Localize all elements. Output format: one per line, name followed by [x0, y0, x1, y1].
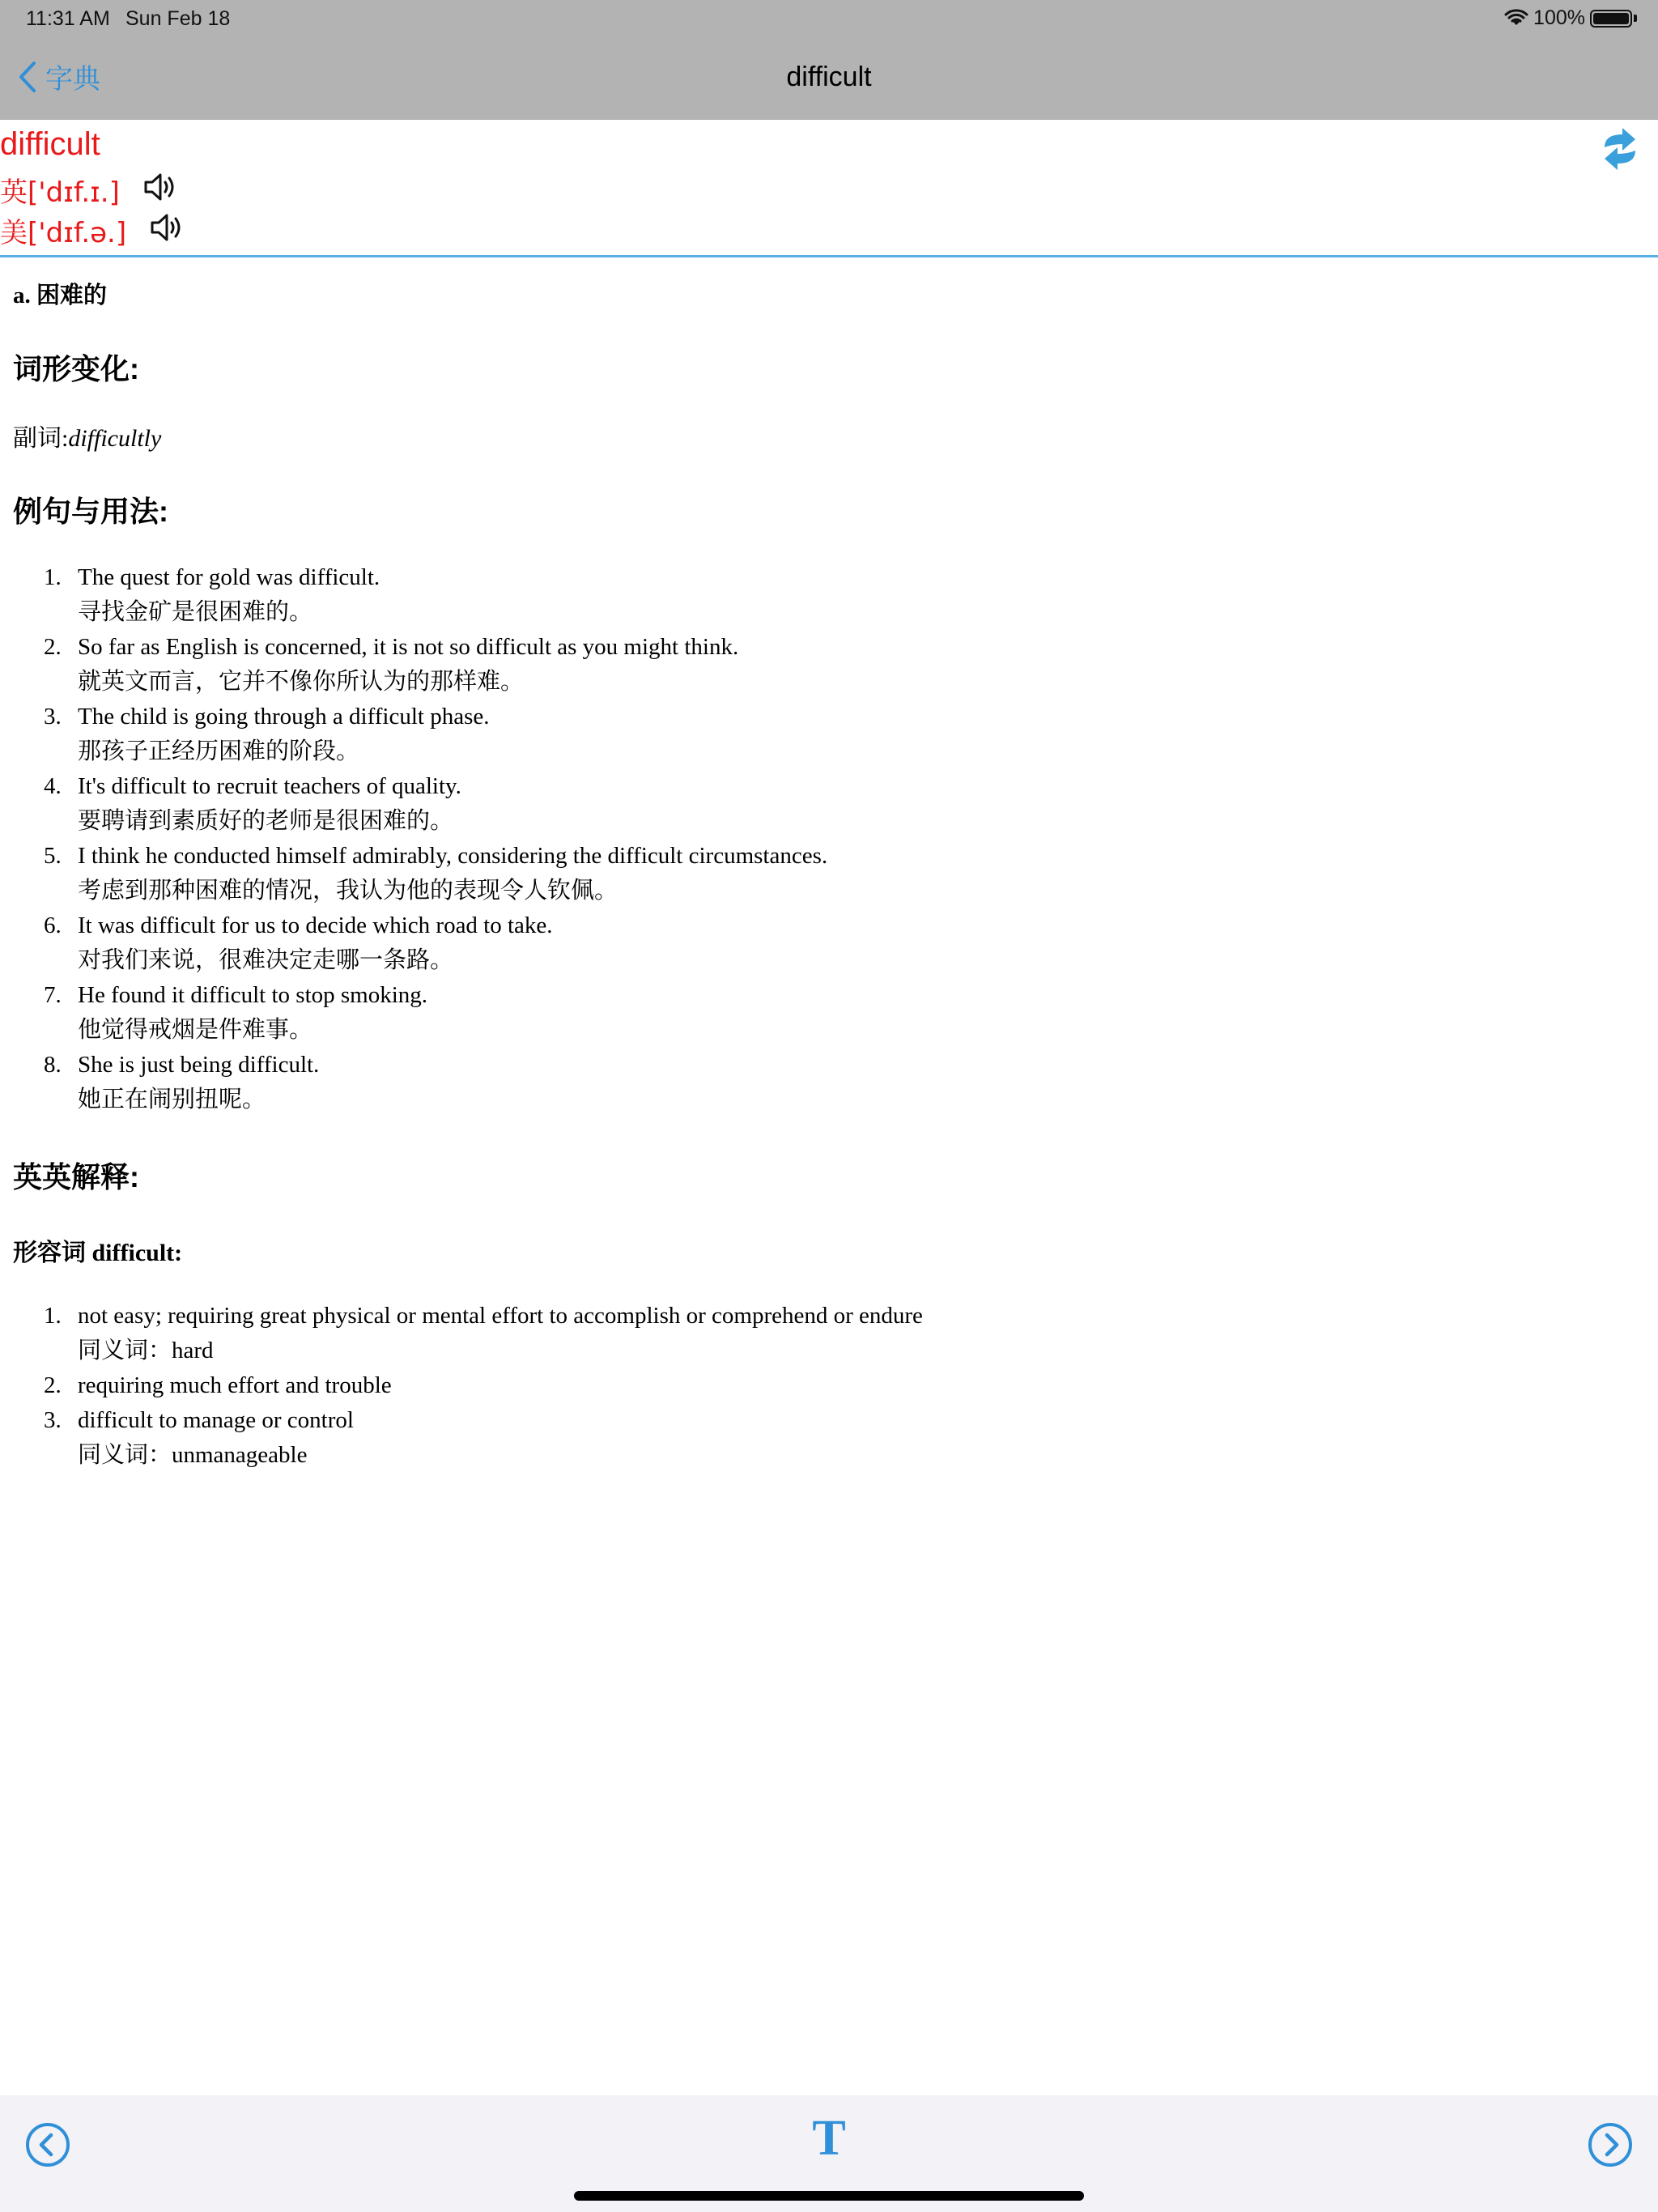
example-en: So far as English is concerned, it is not so difficult as you might think.	[78, 634, 739, 660]
list-item	[36, 908, 827, 978]
example-zh: 要聘请到素质好的老师是很困难的。	[78, 808, 454, 834]
definition-text: not easy; requiring great physical or mental effort to accomplish or comprehend or endure	[78, 1303, 923, 1329]
pos-definition: a. 困难的	[13, 283, 108, 308]
status-date: Sun Feb 18	[125, 7, 231, 30]
example-en: It's difficult to recruit teachers of quality.	[78, 773, 461, 799]
word-header	[0, 120, 1658, 257]
list-item	[36, 560, 827, 630]
circle-chevron-left-icon[interactable]	[24, 2121, 71, 2168]
list-item	[36, 630, 827, 700]
item-number: 3.	[44, 704, 62, 730]
item-number: 2.	[44, 1372, 62, 1398]
item-number: 4.	[44, 773, 62, 799]
english-sub-heading: 形容词 difficult:	[13, 1240, 183, 1266]
home-indicator	[574, 2191, 1084, 2201]
example-zh: 对我们来说，很难决定走哪一条路。	[78, 947, 454, 973]
item-number: 2.	[44, 634, 62, 660]
refresh-icon[interactable]	[1601, 125, 1639, 173]
example-en: The quest for gold was difficult.	[78, 564, 380, 590]
battery-percent: 100%	[1533, 6, 1585, 29]
derivative-word: difficultly	[68, 425, 162, 452]
list-item	[36, 700, 827, 769]
list-item	[36, 839, 827, 908]
item-number: 6.	[44, 912, 62, 938]
speaker-icon[interactable]	[147, 209, 185, 246]
list-item	[36, 769, 827, 839]
item-number: 7.	[44, 982, 62, 1008]
list-item	[36, 978, 827, 1048]
example-zh: 寻找金矿是很困难的。	[78, 599, 313, 625]
inflection-heading: 词形变化:	[13, 352, 139, 385]
synonym: 同义词：hard	[78, 1338, 214, 1363]
battery-cap	[1634, 15, 1637, 22]
example-en: It was difficult for us to decide which road to take.	[78, 912, 553, 938]
definitions-list	[36, 1299, 923, 1473]
example-zh: 考虑到那种困难的情况，我认为他的表现令人钦佩。	[78, 878, 619, 904]
definition-text: difficult to manage or control	[78, 1407, 354, 1433]
status-bar	[0, 0, 1658, 37]
example-en: I think he conducted himself admirably, considering the difficult circumstances.	[78, 843, 828, 869]
navigation-bar	[0, 37, 1658, 120]
status-right	[1504, 6, 1637, 30]
definition-text: requiring much effort and trouble	[78, 1372, 392, 1398]
list-item	[36, 1368, 923, 1403]
example-en: She is just being difficult.	[78, 1052, 320, 1078]
derivative-label: 副词:	[13, 425, 69, 452]
item-number: 1.	[44, 1303, 62, 1329]
list-item	[36, 1403, 923, 1473]
item-number: 5.	[44, 843, 62, 869]
headword: difficult	[0, 126, 100, 162]
wifi-icon	[1504, 9, 1528, 28]
example-en: He found it difficult to stop smoking.	[78, 982, 428, 1008]
example-zh: 他觉得戒烟是件难事。	[78, 1017, 313, 1043]
uk-phonetic: 英['dɪf.ɪ.]	[0, 177, 120, 209]
speaker-icon[interactable]	[141, 168, 178, 206]
nav-title: difficult	[786, 62, 872, 92]
example-zh: 她正在闹别扭呢。	[78, 1087, 266, 1112]
top-bar	[0, 0, 1658, 120]
status-time: 11:31 AM	[26, 7, 110, 30]
synonym: 同义词：unmanageable	[78, 1442, 308, 1468]
example-zh: 那孩子正经历困难的阶段。	[78, 738, 360, 764]
english-heading: 英英解释:	[13, 1160, 139, 1193]
list-item	[36, 1299, 923, 1368]
item-number: 8.	[44, 1052, 62, 1078]
circle-chevron-right-icon[interactable]	[1587, 2121, 1634, 2168]
examples-heading: 例句与用法:	[13, 495, 168, 528]
examples-list	[36, 560, 827, 1117]
back-label: 字典	[45, 64, 100, 95]
example-zh: 就英文而言，它并不像你所认为的那样难。	[78, 669, 525, 695]
item-number: 3.	[44, 1407, 62, 1433]
derivative	[13, 418, 161, 453]
list-item	[36, 1048, 827, 1117]
item-number: 1.	[44, 564, 62, 590]
battery-icon	[1590, 10, 1632, 28]
us-phonetic: 美['dɪf.ə.]	[0, 217, 127, 249]
example-en: The child is going through a difficult phase.	[78, 704, 490, 730]
font-size-button[interactable]: T	[812, 2111, 846, 2166]
